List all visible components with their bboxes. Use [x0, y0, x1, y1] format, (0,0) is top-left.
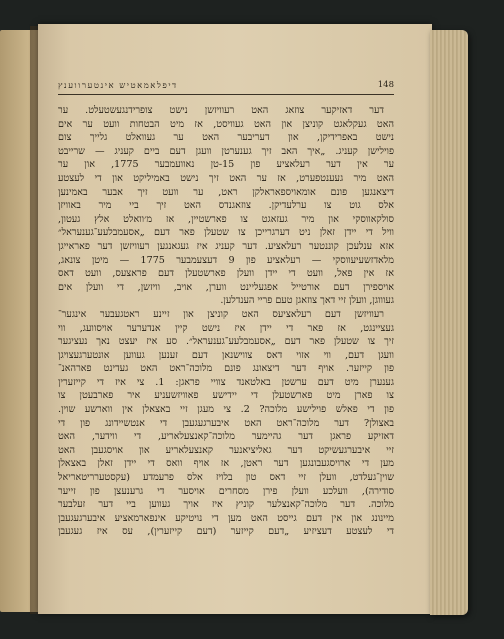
text-line: וויל די יידן זאלן ניט דערגרייכן צו שטעלן פאר דעם „אסעמבלעע־גענעראל״ [58, 227, 394, 239]
text-line: ער אין דער רעלאציע פון 15-טן נאוועמבער 1775, און ער [58, 159, 394, 171]
page-header [58, 80, 394, 95]
text-line: דאזיקע פראגן דער גהיימער מלוכה־קאנצעלאריע, די ווידער, האט [58, 431, 394, 443]
text-line: באצולן? דער מלוכה־ראט האט איבערגעגעבן די אנטשיידונג פון די [58, 417, 394, 429]
text-line: וועגן דעם, ווי אזוי דאס צווישנאן דעם זענען געווען אונטערגעצויגן [58, 349, 394, 361]
text-line: פון קייזער. אויף דער דיצאונג פונם מלוכה־ראט האט געדינט פארהאנ־ [58, 363, 394, 375]
text-line: צו פארן מיט פארשטעלן די יידישע פאוויזשעניע איר פארבעטן צו [58, 390, 394, 402]
text-line: מען די ארויסגעבונגען דער ראטן, אז אויף וואס די יידן זאלן באצאלן [58, 458, 394, 470]
text-line: סודירה), וועלכע וועלן פירן מסחרים אויסער די גרענעצן פון זייער [58, 485, 394, 497]
text-line: געציינגט, אז פאר די יידן איז נישט קיין אנדערער אויסוועג, ווי [58, 322, 394, 334]
text-line: דיצאנגען פונם אומאויספאראלקן ראט, ער וועט זיך אבער באמינען [58, 186, 394, 198]
text-line: פון די פאלש פוילישע מלוכה? 2. צי מעגן זיי באצאלן אין ווארשע שוין. [58, 404, 394, 416]
text-line: אז אין פאל, וועט די יידן וועלן פארשטעלן דעם פראצעס, וועט דאס [58, 268, 394, 280]
text-line: מלאדזשעיעווסקי — רעלאציע פון 9 דעצעמבער 1775 — מיטן צונאג, [58, 254, 394, 266]
text-line: רעוויזשן דעם רעלאציעס האט קוניצן און זיינע ראטגעבער אינגער־ [58, 308, 384, 320]
text-line: סולקאווסקי און מיר געזאגט צו פארשטיין, אז מ׳וואלט אלץ געטון, [58, 213, 394, 225]
text-line: מיינונג און אין דעם גייסט האט מען די נויטיקע אינפארמאציע איבערגעגעבן [58, 512, 394, 524]
text-line: אויספירן דעם אורטייל אפגעליינט ווערן, אויב, וויזשן, די וועלן אים [58, 281, 394, 293]
text-line: מלוכה. דער מלוכה־קאנצלער קוניץ איז אויך געווען ביי דער זעלבער [58, 499, 394, 511]
paragraph [58, 104, 394, 308]
text-line: פוילישן קעניג. „איך האב זיך גענערטן וועגן דעם ביים קעניג — שרייבט [58, 145, 394, 157]
text-line: האט געקלאגט קוניצן און האט געוויסט, אז מיט הבטחות וועט ער אים [58, 118, 394, 130]
page-number: 148 [377, 80, 394, 90]
text-line: אזא ענלעכן קוננטער רעלאציע. דער קעניג איז געגאנגען רעוויזשן דער פאראייגן [58, 240, 394, 252]
text-line: שוין־געלדט, וועלן זיי דאס טון בלויז אלס פרעמדע (עקסטערריטאריאל [58, 472, 394, 484]
text-line: האט מיר געענטפערט, אז ער האט זיך נישט באמיליקט און די לעצטע [58, 172, 394, 184]
running-head: דיפלאמאטיש אינטערווענץ [58, 81, 178, 91]
text-line: זיי איבערגעשיקט דער גאליציאנער קאנצעלאריע און אויסגעבן האט [58, 444, 394, 456]
body-text [58, 104, 394, 539]
text-line: די לעצטע דעציזיע „דעם קייזער (דעם קייזערין), עס איז געגעבן [58, 526, 394, 538]
page-stack-edges [430, 30, 468, 615]
text-line: זיך צו שטעלן פאר דעם „אסעמבלעע־גענעראל״. סע איז יעצט נאך נעציגער [58, 336, 394, 348]
text-line: נישט באפרידיקן, און דעריבער האט ער געוואלט גלייך צום [58, 132, 394, 144]
paragraph [58, 308, 394, 539]
text-line: גענערן מיט דעם ערשטן באלטאנד צוויי פראגן: 1. צי איז די קייזערין [58, 376, 394, 388]
text-line: געוווגן, וועלן זיי דאך צוזאגן טעם פריי הענדלען. [220, 295, 394, 307]
text-line: דער דאזיקער צוזאג האט רעוויזשן נישט צופרידנגעשטעלט. ער [58, 105, 384, 116]
text-line: אלס גוט צו ערלעדיקן. צוזאגנדס האט זיך ביי מיר באוויזן [58, 200, 394, 212]
